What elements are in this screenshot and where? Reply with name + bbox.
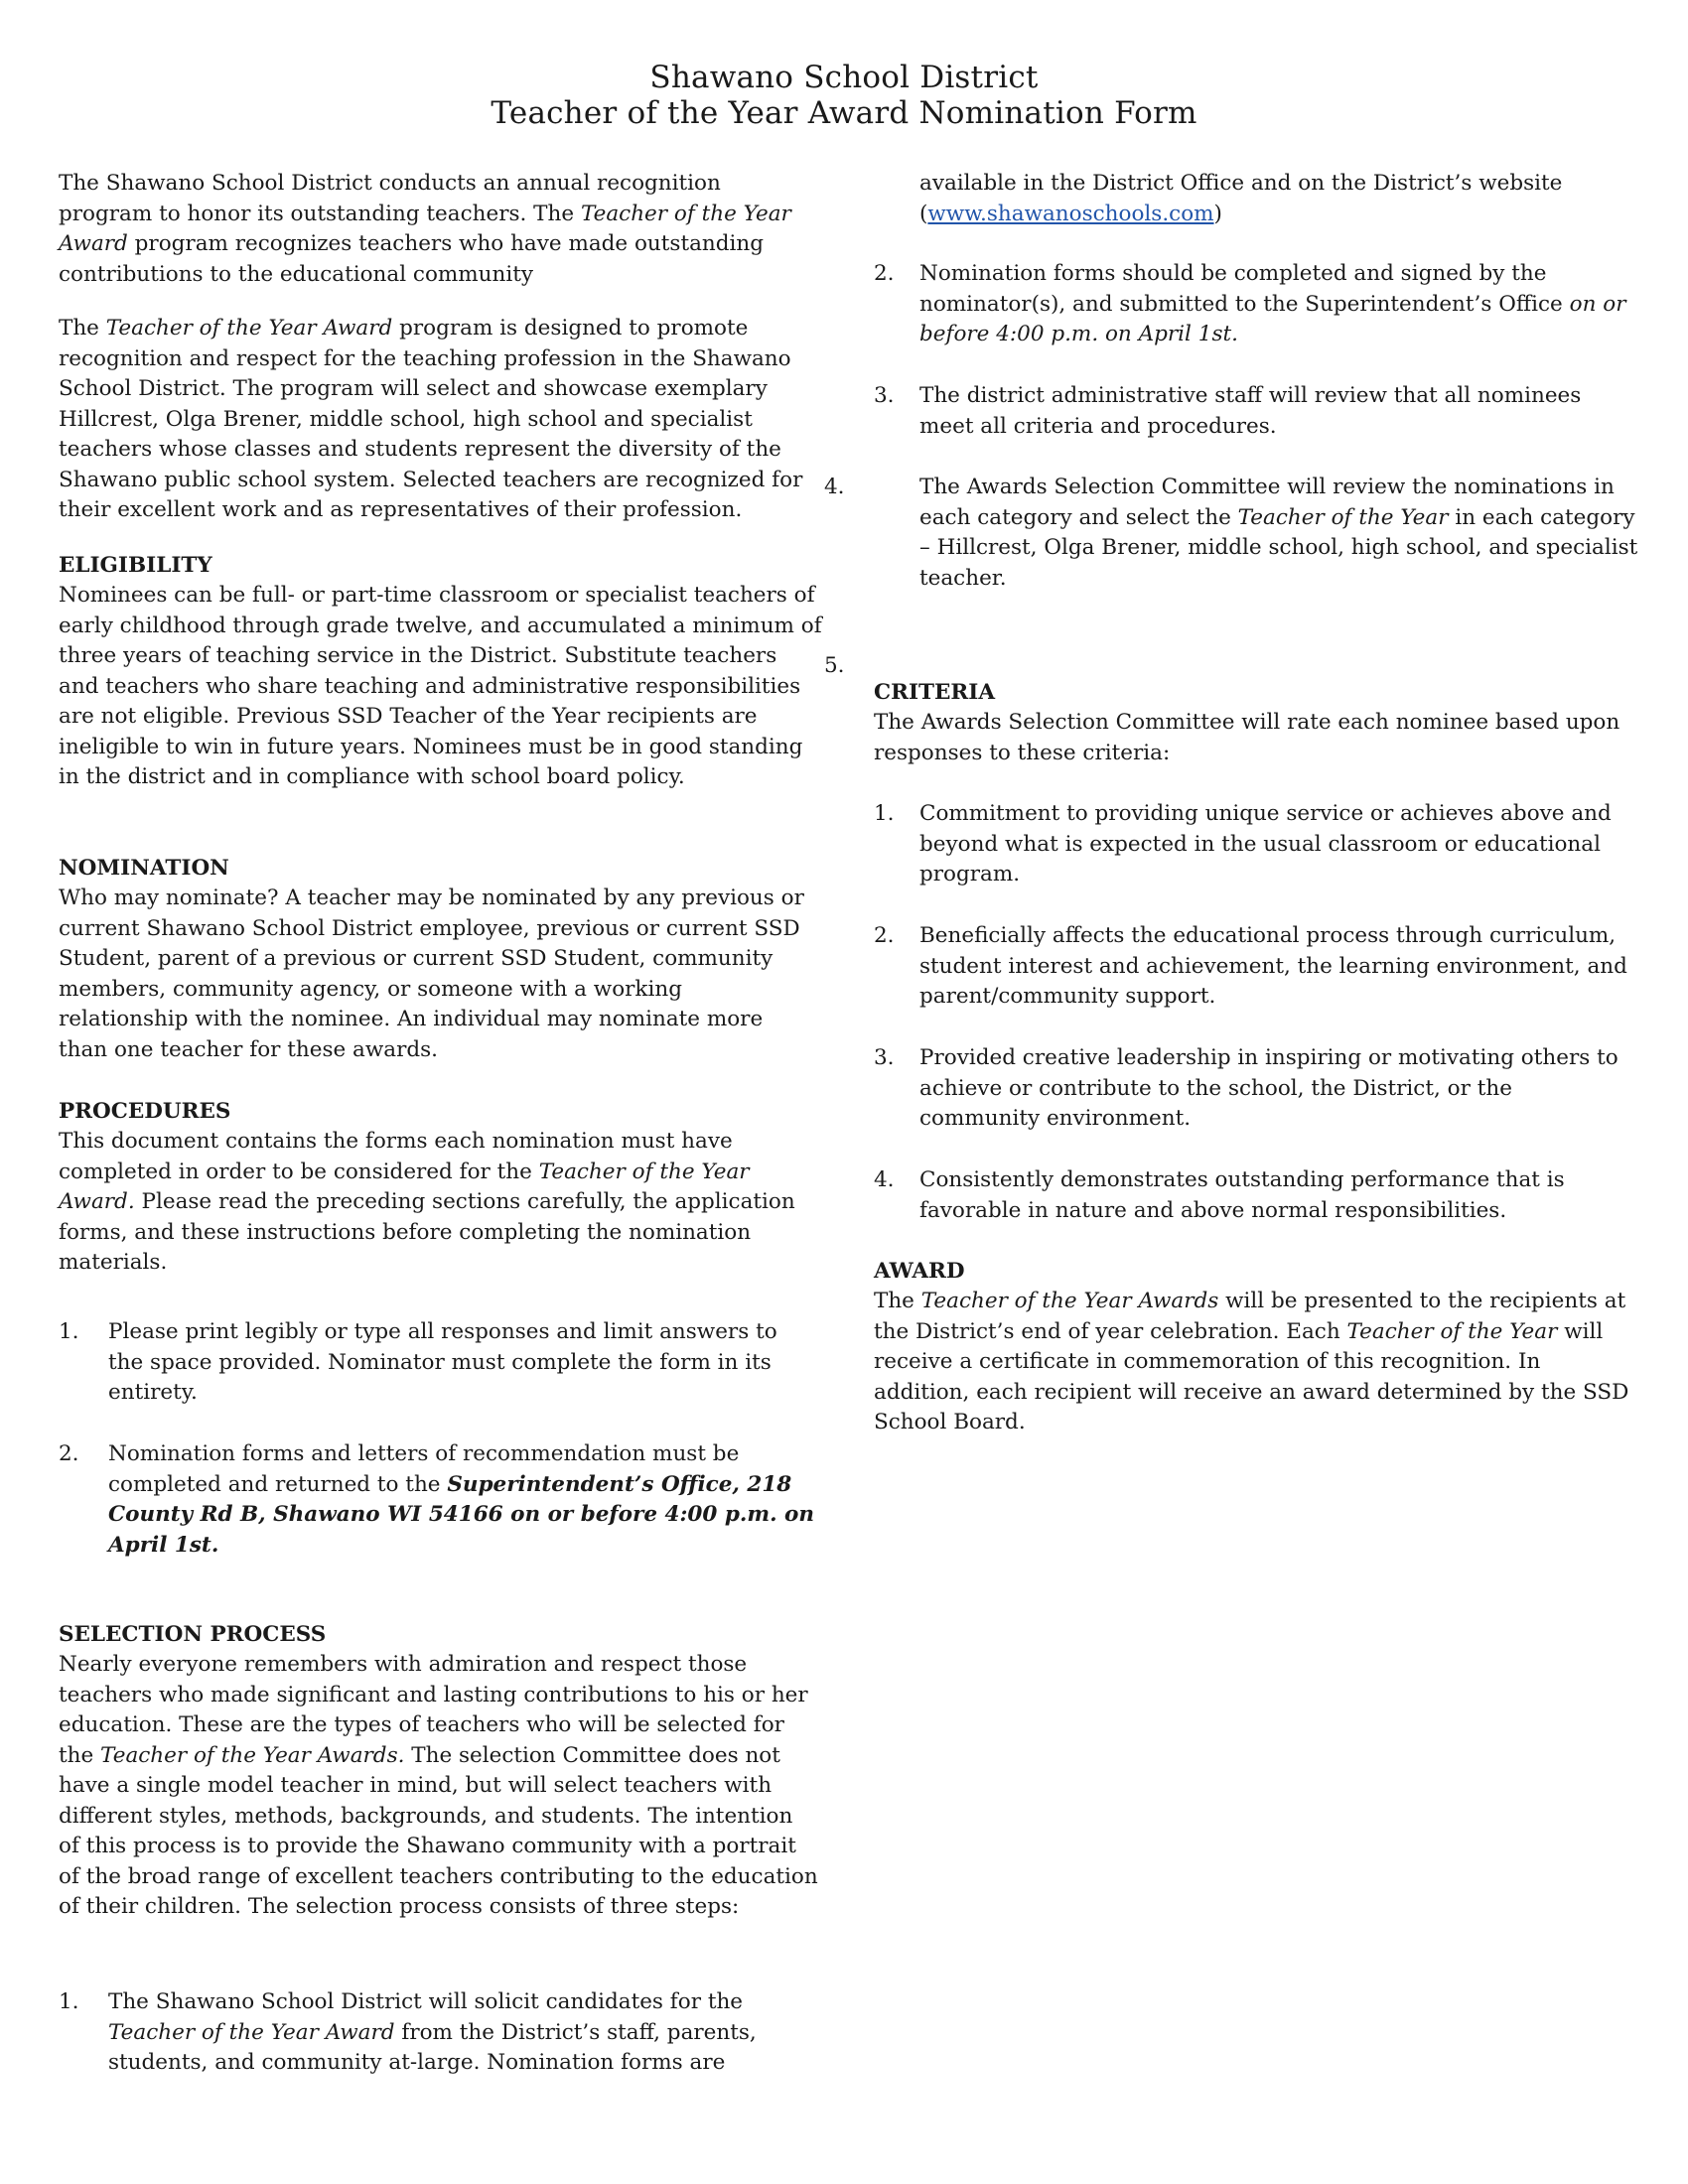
criteria-item-1-number: 1. — [874, 801, 895, 826]
criteria-item-1: Commitment to providing unique service or achieves above and beyond what is expected in the usual classroom or educational program. — [919, 801, 1612, 887]
criteria-heading: CRITERIA — [874, 680, 996, 705]
selection-step-2-number: 2. — [874, 261, 895, 286]
nomination-body: Who may nominate? A teacher may be nominated by any previous or current Shawano School District employee, previous or current SSD Student, parent of a previous or current SSD Student, community members, community agency, or someone with a working relationship with the nominee. An individual may nominate more than one teacher for these awards. — [59, 886, 804, 1062]
intro-paragraph-2: The Teacher of the Year Award program is designed to promote recognition and respect for the teaching profession in the Shawano School District. The program will select and showcase exemplary Hillcrest, Olga Brener, middle school, high school and specialist teachers whose classes and students represent the diversity of the Shawano public school system. Selected teachers are recognized for their excellent work and as representatives of their profession. — [59, 316, 803, 522]
procedures-item-1-number: 1. — [59, 1319, 79, 1344]
criteria-item-4: Consistently demonstrates outstanding performance that is favorable in nature and above normal responsibilities. — [919, 1167, 1565, 1223]
eligibility-body: Nominees can be full- or part-time classroom or specialist teachers of early childhood through grade twelve, and accumulated a minimum of three years of teaching service in the District. Substitute teachers and teachers who share teaching and administrative responsibilities are not eligible. Previous SSD Teacher of the Year recipients are ineligible to win in future years. Nominees must be in good standing in the district and in compliance with school board policy. — [59, 583, 822, 789]
criteria-item-3: Provided creative leadership in inspiring or motivating others to achieve or contribute to the school, the District, or the community environment. — [919, 1045, 1618, 1131]
selection-step-1-number: 1. — [59, 1989, 79, 2014]
page-subtitle: Teacher of the Year Award Nomination Form — [491, 95, 1197, 131]
procedures-item-1: Please print legibly or type all responses and limit answers to the space provided. Nominator must complete the form in its entirety. — [108, 1319, 777, 1405]
award-body: The Teacher of the Year Awards will be presented to the recipients at the District’s end of year celebration. Each Teacher of the Year will receive a certificate in commemoration of this recognition. In addition, each recipient will receive an award determined by the SSD School Board. — [874, 1289, 1629, 1434]
criteria-item-3-number: 3. — [874, 1045, 895, 1070]
procedures-item-2: Nomination forms and letters of recommendation must be completed and returned to the Superintendent’s Office, 218 County Rd B, Shawano WI 54166 on or before 4:00 p.m. on April 1st. — [108, 1441, 815, 1558]
criteria-item-2: Beneficially affects the educational process through curriculum, student interest and achievement, the learning environment, and parent/community support. — [919, 923, 1627, 1009]
selection-step-3: The district administrative staff will review that all nominees meet all criteria and procedures. — [919, 383, 1582, 439]
criteria-body: The Awards Selection Committee will rate each nominee based upon responses to these criteria: — [874, 710, 1620, 765]
eligibility-heading: ELIGIBILITY — [59, 553, 212, 578]
nomination-heading: NOMINATION — [59, 856, 229, 881]
selection-step-3-number: 3. — [874, 383, 895, 408]
criteria-item-2-number: 2. — [874, 923, 895, 948]
criteria-item-4-number: 4. — [874, 1167, 895, 1192]
selection-step-4: The Awards Selection Committee will review the nominations in each category and select the Teacher of the Year in each category – Hillcrest, Olga Brener, middle school, high school, and specialist teacher. — [919, 475, 1638, 591]
award-heading: AWARD — [874, 1259, 965, 1284]
district-website-link[interactable]: www.shawanoschools.com — [927, 201, 1214, 226]
selection-step-5-number: 5. — [824, 653, 845, 678]
procedures-body: This document contains the forms each nomination must have completed in order to be considered for the Teacher of the Year Award. Please read the preceding sections carefully, the application forms, and these instructions before completing the nomination materials. — [59, 1129, 795, 1275]
page-title: Shawano School District — [649, 60, 1039, 95]
selection-step-1-continued: available in the District Office and on the District’s website (www.shawanoschools.com) — [919, 171, 1563, 226]
procedures-heading: PROCEDURES — [59, 1099, 231, 1124]
selection-step-2: Nomination forms should be completed and signed by the nominator(s), and submitted to the Superintendent’s Office on or before 4:00 p.m. on April 1st. — [919, 261, 1626, 346]
selection-heading: SELECTION PROCESS — [59, 1622, 327, 1647]
selection-step-1: The Shawano School District will solicit candidates for the Teacher of the Year Award from the District’s staff, parents, students, and community at-large. Nomination forms are — [108, 1989, 757, 2075]
selection-step-4-number: 4. — [824, 475, 845, 499]
intro-paragraph-1: The Shawano School District conducts an annual recognition program to honor its outstanding teachers. The Teacher of the Year Award program recognizes teachers who have made outstanding contributions to the educational community — [59, 171, 791, 287]
selection-body: Nearly everyone remembers with admiration and respect those teachers who made significant and lasting contributions to his or her education. These are the types of teachers who will be selected for the Teacher of the Year Awards. The selection Committee does not have a single model teacher in mind, but will select teachers with different styles, methods, backgrounds, and students. The intention of this process is to provide the Shawano community with a portrait of the broad range of excellent teachers contributing to the education of their children. The selection process consists of three steps: — [59, 1652, 818, 1919]
procedures-item-2-number: 2. — [59, 1441, 79, 1466]
